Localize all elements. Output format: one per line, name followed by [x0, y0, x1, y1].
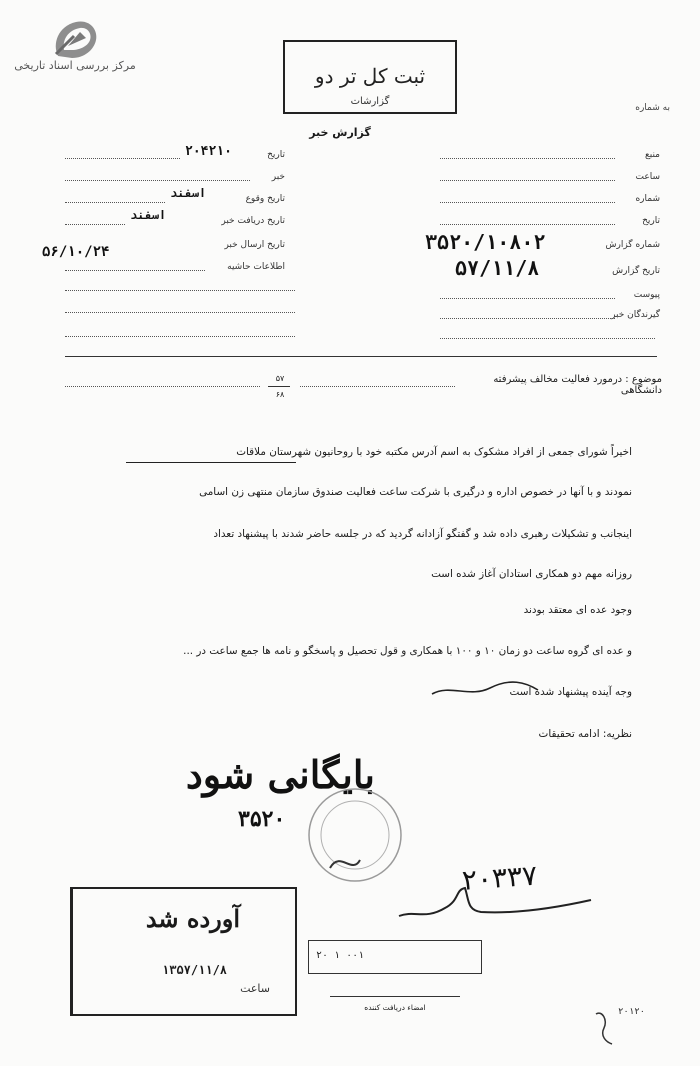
field-left-date-value: ۲۰۴۲۱۰	[185, 144, 232, 159]
signature-caption: امضاء دریافت کننده	[364, 1003, 426, 1012]
archive-logo-icon	[50, 16, 100, 60]
field-report-number-label: شماره گزارش	[605, 240, 660, 250]
field-left-received-line	[65, 224, 125, 225]
field-left-extra-line-1	[65, 290, 295, 291]
body-line-4: روزانه مهم دو همکاری استادان آغاز شده است	[431, 568, 632, 580]
field-left-sent-value: ۵۶/۱۰/۲۴	[42, 244, 110, 260]
field-number-line	[440, 202, 615, 203]
field-report-number-value: ۳۵۲۰/۱۰۸۰۲	[425, 230, 546, 254]
field-date-label: تاریخ	[642, 216, 660, 226]
receipt-stamp-title: آورده شد	[145, 904, 240, 933]
reference-box-number: ۲۰ ۱ ۰۰۱	[316, 950, 365, 961]
field-left-occurrence-line	[65, 202, 165, 203]
field-left-occurrence-label: تاریخ وقوع	[245, 194, 285, 204]
field-left-notes-label: اطلاعات حاشیه	[227, 262, 285, 272]
subject-mid-line	[300, 386, 455, 387]
field-report-date-label: تاریخ گزارش	[612, 266, 660, 276]
corner-mark-icon	[592, 1008, 616, 1048]
field-left-received-label: تاریخ دریافت خبر	[221, 216, 285, 226]
body-line-1: اخیراً شورای جمعی از افراد مشکوک به اسم آدرس مکتبه خود با روحانیون شهرستان ملاقات	[236, 446, 632, 458]
field-left-sent-label: تاریخ ارسال خبر	[224, 240, 285, 250]
body-underline	[126, 462, 296, 463]
classification-stamp-text: ثبت کل تر دو	[314, 64, 426, 88]
field-source-label: منبع	[644, 150, 660, 160]
field-left-news-label: خبر	[271, 172, 285, 182]
body-line-7: وجه آینده پیشنهاد شده است	[509, 686, 632, 698]
document-title: گزارش خبر	[309, 126, 371, 139]
body-line-5: وجود عده ای معتقد بودند	[523, 604, 632, 616]
corner-number: ۲۰۱۲۰	[618, 1007, 646, 1017]
subject-left-line	[65, 386, 260, 387]
field-attachment-label: پیوست	[633, 290, 660, 300]
field-date-line	[440, 224, 615, 225]
field-extra-line	[440, 338, 655, 339]
field-recipients-label: گیرندگان خبر	[611, 310, 660, 320]
field-number-label: شماره	[635, 194, 660, 204]
body-line-3: اینجانب و تشکیلات رهبری داده شد و گفتگو آزادانه گردید که در جلسه حاضر شدند با پیشنهاد تعداد	[213, 528, 632, 540]
subject-fraction-bottom: ۶۸	[275, 390, 285, 399]
subject-fraction-top: ۵۷	[275, 374, 285, 383]
field-report-date-value: ۵۷/۱۱/۸	[455, 256, 540, 280]
reference-label: به شماره	[635, 103, 670, 113]
signature-line	[330, 996, 460, 997]
archive-handwritten: بایگانی شود	[185, 752, 375, 797]
field-attachment-line	[440, 298, 615, 299]
field-left-notes-line	[65, 270, 205, 271]
field-left-occurrence-value: اسفند	[170, 186, 207, 200]
receipt-stamp-time: ساعت	[240, 982, 270, 995]
field-hour-label: ساعت	[635, 172, 660, 182]
field-left-date-label: تاریخ	[267, 150, 285, 160]
field-left-extra-line-3	[65, 336, 295, 337]
field-hour-line	[440, 180, 615, 181]
classification-stamp-subtext: گزارشات	[350, 96, 390, 107]
header-divider	[65, 356, 657, 357]
archive-number: ۳۵۲۰	[238, 806, 286, 832]
body-line-8: نظریه: ادامه تحقیقات	[538, 728, 632, 740]
field-recipients-line	[440, 318, 615, 319]
body-line-2: نمودند و با آنها در خصوص اداره و درگیری با شرکت ساعت فعالیت صندوق سازمان منتهی زن اسامی	[199, 486, 632, 498]
field-left-received-value: اسفند	[130, 208, 167, 222]
logo-text: مرکز بررسی اسناد تاریخی	[14, 59, 136, 72]
subject-fraction-bar	[268, 386, 290, 387]
handwritten-number: ۲۰۳۳۷	[460, 858, 539, 897]
receipt-stamp-date: ۱۳۵۷/۱۱/۸	[162, 963, 228, 977]
field-left-extra-line-2	[65, 312, 295, 313]
field-left-date-line	[65, 158, 180, 159]
field-source-line	[440, 158, 615, 159]
field-left-news-line	[65, 180, 250, 181]
subject-line: موضوع : درمورد فعالیت مخالف پیشرفته دانشگاهی	[493, 374, 662, 396]
body-line-6: و عده ای گروه ساعت دو زمان ۱۰ و ۱۰۰ با همکاری و قول تحصیل و پاسخگو و نامه ها جمع ساعت در ...	[183, 645, 632, 657]
